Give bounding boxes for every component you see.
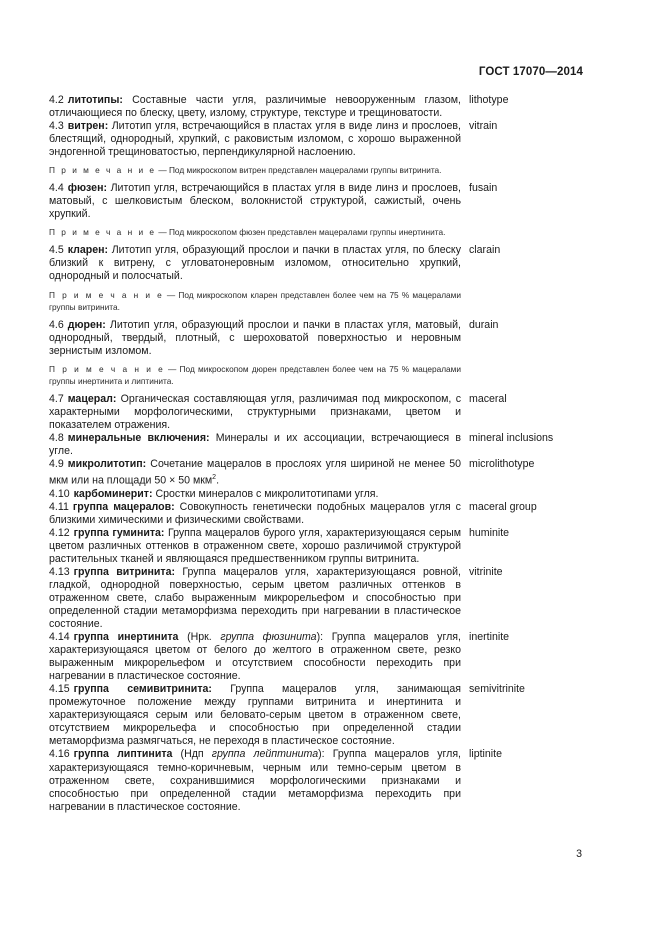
term-name: карбоминерит: [73, 487, 153, 500]
term-definition [49, 488, 461, 501]
term-body: Литотип угля, образующий прослои и пачки в пластах угля, по блеску близкий к витрену, с угловатонеровным изломом, относительно хрупкий, однородный и полосчатый. [49, 244, 461, 283]
term-name: группа мацералов: [72, 500, 175, 513]
term-body: Составные части угля, различимые невооруженным глазом, отличающиеся по блеску, цвету, излому, структуре, текстуре и трещиноватости. [49, 94, 461, 120]
english-equivalent: vitrain [469, 120, 498, 133]
term-entry-lithotype [49, 94, 584, 120]
term-entry-huminite [49, 527, 584, 566]
term-number: 4.13 [49, 565, 70, 578]
term-name: литотипы: [67, 94, 123, 106]
term-entry-inertinite [49, 631, 584, 683]
term-body: Сочетание мацералов в прослоях угля шириной не менее 50 мкм или на площади 50 × 50 мкм [49, 457, 461, 487]
term-number: 4.10 [49, 487, 70, 500]
term-body: Органическая составляющая угля, различимая под микроскопом, с характерными морфологическими, структурными признаками, цветом и показателем отражения. [49, 392, 461, 431]
term-name: минеральные включения: [67, 431, 210, 444]
term-number: 4.2 [49, 94, 64, 106]
term-entry-maceral-group [49, 501, 584, 527]
page-number: 3 [576, 848, 582, 860]
english-equivalent: liptinite [469, 748, 502, 761]
deprecated-term: группа фюзинита [220, 631, 317, 644]
term-body: Минералы и их ассоциации, встречающиеся в угле. [49, 431, 461, 457]
term-name: группа семивитринита: [73, 683, 212, 696]
term-number: 4.6 [49, 318, 64, 331]
term-number: 4.5 [49, 244, 64, 257]
english-equivalent: maceral group [469, 500, 537, 513]
term-number: 4.12 [49, 526, 70, 539]
note-label: П р и м е ч а н и е [49, 363, 165, 374]
deprecated-term: группа лейптинита [211, 748, 319, 761]
term-number: 4.7 [49, 392, 64, 405]
note [49, 289, 461, 313]
term-body: Сростки минералов с микролитотипами угля. [152, 487, 379, 500]
english-equivalent: huminite [469, 526, 510, 539]
document-header: ГОСТ 17070—2014 [478, 66, 583, 78]
term-definition [49, 683, 461, 748]
term-number: 4.14 [49, 631, 70, 644]
terms-content [49, 94, 584, 814]
term-name: группа инертинита [73, 631, 179, 644]
note-label: П р и м е ч а н и е [49, 227, 157, 238]
note-label: П р и м е ч а н и е [49, 289, 164, 300]
term-name: группа витринита: [73, 565, 175, 578]
english-equivalent: mineral inclusions [469, 431, 554, 444]
term-entry-vitrinite [49, 566, 584, 631]
term-name: мацерал: [67, 392, 117, 405]
term-definition [49, 566, 461, 631]
term-entry-mineral-inclusions [49, 432, 584, 458]
term-definition [49, 393, 461, 432]
term-name: микролитотип: [67, 457, 147, 470]
term-name: кларен: [67, 244, 109, 257]
term-body-end: . [216, 474, 220, 487]
term-definition [49, 501, 461, 527]
term-prefix: (Нрк. [178, 631, 221, 644]
term-name: группа липтинита [73, 748, 173, 761]
term-entry-fusain [49, 182, 584, 221]
note-label: П р и м е ч а н и е [49, 165, 157, 176]
term-entry-durain [49, 319, 584, 358]
term-number: 4.3 [49, 120, 64, 133]
term-definition [49, 94, 461, 120]
term-definition [49, 631, 461, 683]
term-body: Литотип угля, встречающийся в пластах угля в виде линз и прослоев, блестящий, однородный, хрупкий, с раковистым изломом, с хорошо выраженной эндогенной трещиноватостью, перпендикулярной наслоению. [49, 120, 461, 159]
term-prefix: (Ндп [172, 748, 212, 761]
term-definition [49, 527, 461, 566]
term-number: 4.15 [49, 683, 70, 696]
term-number: 4.4 [49, 182, 64, 195]
english-equivalent: microlithotype [469, 457, 535, 470]
note-text: — Под микроскопом кларен представлен более чем на 75 % мацералами группы витринита. [49, 289, 461, 312]
term-body: ): Группа мацералов угля, характеризующаяся темно-коричневым, черным или темно-серым цветом в отраженном свете, сохранившимися морфологическими признаками и способностью при определенной стадии метаморфизма переходить при нагревании в пластическое состояние. [49, 748, 461, 813]
note-text: — Под микроскопом дюрен представлен более чем на 75 % мацералами группы инертинита и липтинита. [49, 363, 461, 386]
term-definition [49, 244, 461, 283]
english-equivalent: lithotype [469, 94, 509, 106]
term-entry-liptinite [49, 748, 584, 813]
english-equivalent: semivitrinite [469, 683, 525, 696]
term-number: 4.8 [49, 431, 64, 444]
note [49, 363, 461, 387]
term-name: дюрен: [67, 318, 106, 331]
term-body: Группа мацералов угля, характеризующаяся ровной, гладкой, однородной поверхностью, серым цветом различных оттенков в отраженном свете, слабо выраженным микрорельефом и способностью при определенной стадии метаморфизма переходить при нагревании в пластическое состояние. [49, 565, 462, 630]
term-name: витрен: [67, 120, 109, 133]
english-equivalent: inertinite [469, 631, 510, 644]
english-equivalent: clarain [469, 244, 501, 257]
term-entry-clarain [49, 244, 584, 283]
note-text: — Под микроскопом витрен представлен мацералами группы витринита. [156, 165, 442, 176]
term-definition [49, 748, 461, 813]
term-entry-microlithotype [49, 458, 584, 488]
term-body: Группа мацералов бурого угля, характеризующаяся серым цветом различных оттенков в отраженном свете, хорошо различимой структурой растительных тканей и являющаяся предшественником группы витринита. [49, 526, 461, 565]
english-equivalent: fusain [469, 182, 498, 195]
term-entry-semivitrinite [49, 683, 584, 748]
term-definition [49, 319, 461, 358]
term-number: 4.11 [49, 500, 69, 513]
superscript: 2 [212, 473, 217, 481]
note [49, 226, 461, 238]
term-number: 4.9 [49, 457, 64, 470]
term-definition [49, 458, 461, 488]
term-body: ): Группа мацералов угля, характеризующаяся цветом от белого до желтого в отраженном свете, резко выраженным микрорельефом и отсутствием способности переходить при нагревании в пластическое состояние. [49, 631, 461, 683]
english-equivalent: maceral [469, 392, 507, 405]
term-body: Группа мацералов угля, занимающая промежуточное положение между группами витринита и инертинита и характеризующаяся серым или беловато-серым цветом в отраженном свете, отсутствием микрорельефа и способностью при определенной стадии метаморфизма размягчаться, не переходя в пластическое состояние. [49, 683, 461, 748]
term-entry-carbominerite [49, 488, 584, 501]
term-body: Совокупность генетически подобных мацералов угля с близкими химическими и физическими свойствами. [49, 500, 461, 526]
term-name: группа гуминита: [73, 526, 165, 539]
term-entry-maceral [49, 393, 584, 432]
term-number: 4.16 [49, 748, 70, 761]
term-definition [49, 432, 461, 458]
term-entry-vitrain [49, 120, 584, 159]
term-definition [49, 120, 461, 159]
note [49, 164, 461, 176]
term-name: фюзен: [67, 182, 107, 195]
english-equivalent: durain [469, 318, 499, 331]
term-body: Литотип угля, встречающийся в пластах угля в виде линз и прослоев, матовый, с шелковистым блеском, волокнистой структурой, сажистый, очень хрупкий. [49, 182, 461, 221]
term-definition [49, 182, 461, 221]
note-text: — Под микроскопом фюзен представлен мацералами группы инертинита. [156, 227, 446, 238]
english-equivalent: vitrinite [469, 565, 503, 578]
term-body: Литотип угля, образующий прослои и пачки в пластах угля, матовый, однородный, твердый, плотный, с шероховатой поверхностью и неровным зернистым изломом. [49, 318, 461, 357]
